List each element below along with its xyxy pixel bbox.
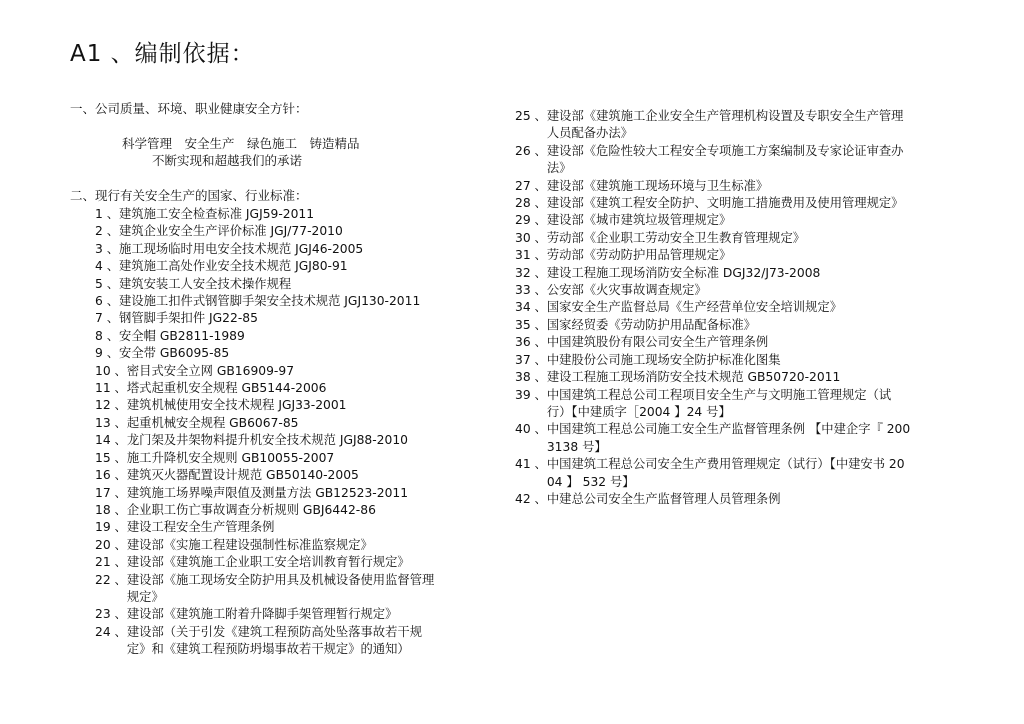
list-item-text: 施工升降机安全规则 GB10055-2007: [126, 450, 335, 465]
list-item-text: 建设部《建筑施工附着升降脚手架管理暂行规定》: [126, 607, 398, 622]
list-item-text: 钢管脚手架扣件 JG22-85: [119, 311, 258, 326]
list-item-text: 公安部《火灾事故调查规定》: [546, 283, 707, 298]
list-item-number: 1 、: [95, 207, 120, 221]
standard-list-item: [515, 282, 910, 299]
standard-list-item: [95, 467, 434, 484]
standard-list-item: [95, 293, 434, 310]
list-item-text: 企业职工伤亡事故调查分析规则 GBJ6442-86: [126, 502, 376, 517]
standard-list-item: [515, 387, 910, 422]
list-item-number: 32 、: [515, 265, 547, 280]
list-item-text: 中国建筑工程总公司工程项目安全生产与文明施工管理规定（试 行）【中建质字［2004 】24 号】: [546, 387, 892, 419]
list-item-text: 中国建筑股份有限公司安全生产管理条例: [546, 335, 769, 350]
list-item-number: 36 、: [515, 335, 547, 350]
standard-list-item: [95, 415, 434, 432]
standard-list-item: [515, 369, 910, 386]
list-item-number: 16 、: [95, 468, 127, 483]
list-item-number: 41 、: [515, 457, 547, 472]
list-item-text: 建设部《危险性较大工程安全专项施工方案编制及专家论证审查办 法》: [546, 143, 904, 176]
list-item-text: 建筑灭火器配置设计规范 GB50140-2005: [126, 468, 359, 483]
list-item-number: 34 、: [515, 300, 547, 315]
standard-list-item: [95, 519, 434, 536]
list-item-text: 中建股份公司施工现场安全防护标准化图集: [546, 352, 781, 367]
list-item-number: 9 、: [95, 346, 120, 361]
list-item-text: 建筑施工安全检查标准 JGJ59-2011: [119, 207, 315, 221]
list-item-number: 33 、: [515, 283, 547, 298]
list-item-text: 建设部《建筑施工企业安全生产管理机构设置及专职安全生产管理 人员配备办法》: [546, 109, 904, 141]
list-item-number: 11 、: [95, 381, 127, 396]
standard-list-item: [95, 276, 434, 293]
standard-list-item: [95, 606, 434, 623]
list-item-number: 21 、: [95, 555, 127, 570]
list-item-text: 建设部《施工现场安全防护用具及机械设备使用监督管理 规定》: [126, 572, 435, 604]
standard-list-item: [515, 491, 910, 508]
list-item-text: 建设工程安全生产管理条例: [126, 520, 275, 535]
standard-list-item: [515, 456, 910, 491]
list-item-number: 17 、: [95, 485, 127, 500]
list-item-text: 建设部《建筑工程安全防护、文明施工措施费用及使用管理规定》: [546, 196, 904, 211]
list-item-number: 26 、: [515, 143, 547, 158]
standard-list-item: [95, 502, 434, 519]
list-item-number: 25 、: [515, 109, 547, 123]
list-item-text: 建设部《城市建筑垃圾管理规定》: [546, 213, 732, 228]
standard-list-item: [95, 310, 434, 327]
standard-list-item: [95, 328, 434, 345]
list-item-text: 安全带 GB6095-85: [119, 346, 230, 361]
standard-list-item: [95, 241, 434, 258]
section-heading-policy: 一、公司质量、环境、职业健康安全方针：: [70, 101, 308, 116]
standard-list-item: [95, 363, 434, 380]
standard-list-item: [515, 178, 910, 195]
list-item-text: 建设部《建筑施工现场环境与卫生标准》: [546, 178, 769, 193]
standard-list-item: [515, 352, 910, 369]
standard-list-item: [95, 223, 434, 240]
list-item-number: 12 、: [95, 398, 127, 413]
list-item-number: 15 、: [95, 450, 127, 465]
standard-list-item: [515, 212, 910, 229]
standard-list-item: [95, 572, 434, 607]
list-item-text: 国家安全生产监督总局《生产经营单位安全培训规定》: [546, 300, 842, 315]
list-item-text: 建设工程施工现场消防安全标准 DGJ32/J73-2008: [546, 265, 821, 280]
list-item-number: 2 、: [95, 224, 120, 239]
list-item-number: 14 、: [95, 433, 127, 448]
list-item-number: 4 、: [95, 259, 120, 274]
list-item-text: 中国建筑工程总公司安全生产费用管理规定（试行）【中建安书 20 04 】 532 号】: [546, 457, 905, 489]
list-item-text: 建设部（关于引发《建筑工程预防高处坠落事故若干规 定》和《建筑工程预防坍塌事故若干规定》的通知）: [126, 624, 422, 657]
list-item-number: 8 、: [95, 328, 120, 343]
list-item-number: 42 、: [515, 491, 547, 506]
list-item-number: 28 、: [515, 196, 547, 211]
list-item-text: 塔式起重机安全规程 GB5144-2006: [126, 381, 327, 396]
standard-list-item: [95, 397, 434, 414]
standard-list-item: [95, 258, 434, 275]
list-item-text: 建筑企业安全生产评价标准 JGJ/77-2010: [119, 224, 343, 239]
standard-list-item: [515, 143, 910, 178]
list-item-text: 中建总公司安全生产监督管理人员管理条例: [546, 491, 781, 506]
list-item-text: 建设工程施工现场消防安全技术规范 GB50720-2011: [546, 370, 841, 385]
standard-list-item: [515, 265, 910, 282]
standard-list-item: [515, 230, 910, 247]
list-item-number: 10 、: [95, 363, 127, 378]
list-item-text: 施工现场临时用电安全技术规范 JGJ46-2005: [119, 241, 364, 256]
list-item-text: 国家经贸委《劳动防护用品配备标准》: [546, 317, 756, 332]
list-item-number: 23 、: [95, 607, 127, 622]
list-item-number: 18 、: [95, 502, 127, 517]
standard-list-item: [95, 345, 434, 362]
list-item-number: 31 、: [515, 248, 547, 263]
list-item-number: 38 、: [515, 370, 547, 385]
list-item-number: 30 、: [515, 230, 547, 245]
standard-list-item: [95, 537, 434, 554]
list-item-text: 密目式安全立网 GB16909-97: [126, 363, 295, 378]
list-item-number: 27 、: [515, 178, 547, 193]
list-item-text: 建筑机械使用安全技术规程 JGJ33-2001: [126, 398, 347, 413]
list-item-number: 20 、: [95, 537, 127, 552]
list-item-number: 37 、: [515, 352, 547, 367]
standard-list-item: [515, 299, 910, 316]
standard-list-item: [515, 317, 910, 334]
list-item-text: 起重机械安全规程 GB6067-85: [126, 415, 299, 430]
list-item-number: 22 、: [95, 572, 127, 587]
list-item-number: 3 、: [95, 241, 120, 256]
policy-slogan-line2: 不断实现和超越我们的承诺: [152, 153, 303, 168]
standard-list-item: [95, 380, 434, 397]
standard-list-item: [515, 195, 910, 212]
list-item-number: 40 、: [515, 422, 547, 437]
list-item-text: 安全帽 GB2811-1989: [119, 328, 245, 343]
list-item-number: 6 、: [95, 294, 120, 309]
section-heading-standards: 二、现行有关安全生产的国家、行业标准：: [70, 188, 308, 203]
list-item-text: 建筑施工高处作业安全技术规范 JGJ80-91: [119, 259, 348, 274]
list-item-text: 建筑安装工人安全技术操作规程: [119, 276, 292, 291]
list-item-text: 建设部《建筑施工企业职工安全培训教育暂行规定》: [126, 555, 410, 570]
list-item-text: 龙门架及井架物料提升机安全技术规范 JGJ88-2010: [126, 433, 408, 448]
standard-list-item: [95, 450, 434, 467]
list-item-number: 29 、: [515, 213, 547, 228]
standard-list-item: [95, 624, 434, 659]
list-item-number: 39 、: [515, 387, 547, 402]
standard-list-item: [95, 485, 434, 502]
standards-list-left: [95, 206, 434, 659]
list-item-number: 19 、: [95, 520, 127, 535]
list-item-text: 中国建筑工程总公司施工安全生产监督管理条例 【中建企字『 200 3138 号】: [546, 422, 911, 454]
list-item-number: 7 、: [95, 311, 120, 326]
list-item-number: 35 、: [515, 317, 547, 332]
list-item-text: 建筑施工场界噪声限值及测量方法 GB12523-2011: [126, 485, 409, 500]
list-item-text: 建设部《实施工程建设强制性标准监察规定》: [126, 537, 373, 552]
standard-list-item: [95, 432, 434, 449]
standard-list-item: [95, 206, 434, 223]
list-item-text: 建设施工扣件式钢管脚手架安全技术规范 JGJ130-2011: [119, 294, 421, 309]
standard-list-item: [95, 554, 434, 571]
standard-list-item: [515, 247, 910, 264]
page-title: A1 、编制依据：: [70, 41, 255, 67]
list-item-text: 劳动部《劳动防护用品管理规定》: [546, 248, 732, 263]
list-item-number: 5 、: [95, 276, 120, 291]
standard-list-item: [515, 108, 910, 143]
standard-list-item: [515, 421, 910, 456]
standard-list-item: [515, 334, 910, 351]
list-item-text: 劳动部《企业职工劳动安全卫生教育管理规定》: [546, 230, 806, 245]
standards-list-right: [515, 108, 910, 508]
list-item-number: 13 、: [95, 415, 127, 430]
policy-slogan-line1: 科学管理 安全生产 绿色施工 铸造精品: [122, 136, 360, 151]
list-item-number: 24 、: [95, 624, 127, 639]
